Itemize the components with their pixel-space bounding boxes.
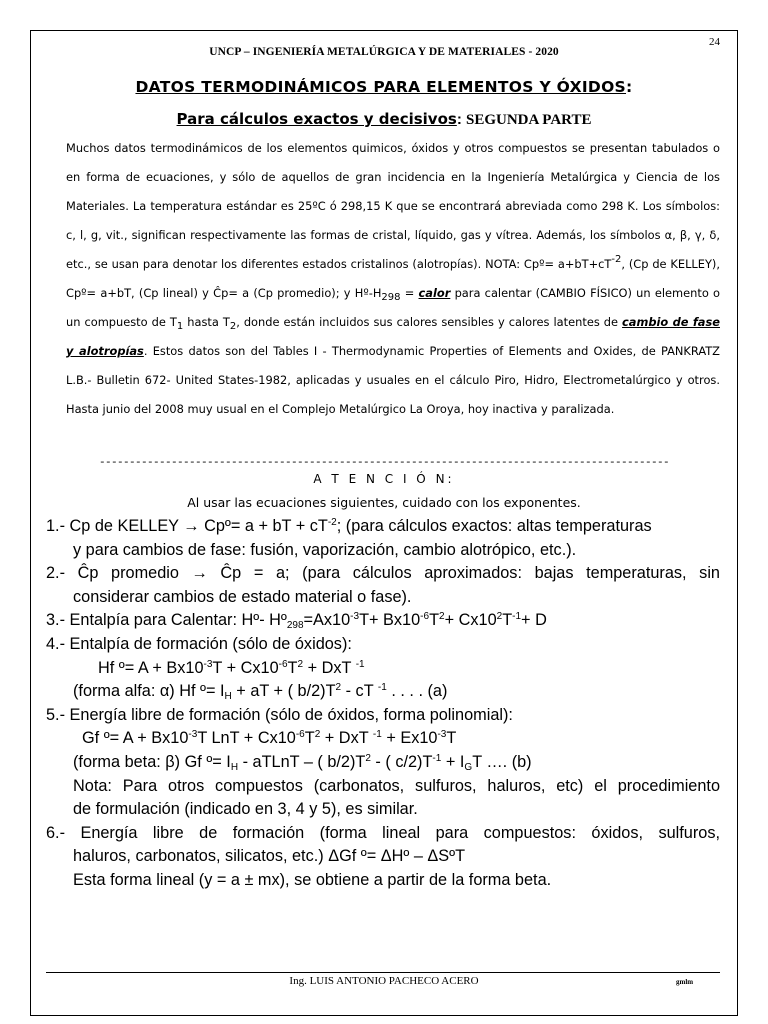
item-3-e3: 2 [439, 611, 445, 623]
item-5-e6: 2 [365, 752, 371, 764]
item-5-b1: (forma beta: β) Gf º= I [73, 752, 231, 771]
page-header: UNCP – INGENIERÍA METALÚRGICA Y DE MATERIALES - 2020 [209, 46, 559, 58]
item-5: 5.- Energía libre de formación (sólo de óxidos, forma polinomial): [46, 705, 513, 724]
item-5-f3: T [304, 729, 315, 748]
item-2-line-2: considerar cambios de estado material o fase). [73, 587, 412, 606]
item-4-f4: + DxT [303, 658, 356, 677]
item-5-f5: + Ex10 [381, 729, 438, 748]
main-title [0, 78, 768, 96]
item-3-r3: T [429, 611, 440, 630]
intro-sub-298: 298 [381, 292, 401, 303]
item-5-sub2: G [464, 761, 473, 773]
item-6-line-2: haluros, carbonatos, silicatos, etc.) ΔGf º= ΔHº – ΔSºT [73, 847, 466, 866]
intro-text-4: para calentar (CAMBIO FÍSICO) un elemento o un compuesto de T [66, 286, 721, 329]
item-5-b2: - aTLnT – ( b/2)T [238, 752, 366, 771]
item-4-a2: + aT + ( b/2)T [231, 682, 336, 701]
item-3-r1: =Ax10 [303, 611, 351, 630]
item-3-r5: T [502, 611, 513, 630]
item-5-formula [46, 727, 720, 751]
item-4-e3: 2 [297, 658, 304, 670]
item-3-e2: -6 [420, 611, 430, 623]
subtitle-part: SEGUNDA PARTE [466, 112, 592, 128]
item-4-a1: (forma alfa: α) Hf º= I [73, 682, 225, 701]
item-3-r6: + D [521, 611, 547, 630]
item-4-sub: H [224, 691, 232, 703]
item-4: 4.- Entalpía de formación (sólo de óxidos): [46, 634, 352, 653]
item-5-e3: 2 [314, 729, 321, 741]
item-6-line-1: 6.- Energía libre de formación (forma lineal para compuestos: óxidos, sulfuros, [46, 823, 720, 842]
page-number: 24 [709, 36, 720, 48]
main-title-colon: : [626, 78, 633, 96]
intro-sub-2: 2 [229, 321, 237, 332]
footer-author: Ing. LUIS ANTONIO PACHECO ACERO [289, 975, 479, 987]
item-5-b5: T …. (b) [472, 752, 532, 771]
subtitle-colon: : [456, 111, 462, 128]
intro-text-2: , (Cp de KELLEY), Cpº= a+bT, (Cp lineal) y Ĉp= a (Cp promedio); y Hº-H [66, 257, 720, 300]
item-4-e6: -1 [377, 682, 387, 694]
advice-text: Al usar las ecuaciones siguientes, cuidado con los exponentes. [187, 495, 581, 510]
item-4-a4: . . . . (a) [386, 682, 448, 701]
item-4-a3: - cT [341, 682, 378, 701]
item-5-f1: Gf º= A + Bx10 [82, 729, 189, 748]
item-2-line-1: 2.- Ĉp promedio → Ĉp = a; (para cálculos aproximados: bajas temperaturas, sin [46, 564, 720, 583]
item-4-e4: -1 [355, 658, 365, 670]
item-5-sub: H [230, 761, 239, 773]
intro-text-1: Muchos datos termodinámicos de los elementos quimicos, óxidos y otros compuestos se presentan tabulados o en forma de ecuaciones, y sólo de aquellos de gran incidencia en la Ingeniería Metalúrgica y Ciencia de los Materiales. La temperatura estándar es 25ºC ó 298,15 K que se encontrará abreviada como 298 K. Los símbolos: c, l, g, vit., significan respectivamente las formas de cristal, líquido, gas y vítrea. Además, los símbolos α, β, γ, δ, etc., se usan para denotar los diferentes estados cristalinos (alotropías). NOTA: Cpº= a+bT+cT [66, 141, 720, 271]
item-5-e2: -6 [295, 729, 305, 741]
item-4-f2: T + Cx10 [212, 658, 279, 677]
item-3-r2: T+ Bx10 [359, 611, 421, 630]
intro-text-6: , donde están incluidos sus calores sensibles y calores latentes de [236, 315, 623, 329]
item-6-line-3: Esta forma lineal (y = a ± mx), se obtiene a partir de la forma beta. [73, 870, 552, 889]
item-1-text-b: ; (para cálculos exactos: altas temperaturas [336, 517, 652, 535]
item-4-e1: -3 [203, 658, 213, 670]
item-5-e1: -3 [188, 729, 198, 741]
item-3-e5: -1 [512, 611, 522, 623]
item-3-r4: + Cx10 [444, 611, 497, 630]
item-3-e1: -3 [350, 611, 360, 623]
item-5-e4: -1 [372, 729, 382, 741]
separator-line: ----------------------------------------------------------------------------------------------- [98, 457, 670, 469]
equations-list [46, 515, 720, 893]
main-title-text: DATOS TERMODINÁMICOS PARA ELEMENTOS Y ÓXIDOS [135, 78, 627, 96]
nota-line-2: de formulación (indicado en 3, 4 y 5), es similar. [73, 800, 418, 819]
item-5-f6: T [446, 729, 457, 748]
subtitle-underlined: Para cálculos exactos y decisivos [176, 110, 457, 128]
item-3 [46, 609, 720, 633]
intro-sub-1: 1 [176, 321, 184, 332]
intro-paragraph [66, 134, 720, 424]
item-5-f2: T LnT + Cx10 [197, 729, 296, 748]
item-3-e4: 2 [496, 611, 503, 623]
intro-calor: calor [418, 286, 451, 300]
intro-text-5: hasta T [183, 315, 230, 329]
intro-exp: -2 [611, 254, 622, 265]
footer-rule [46, 972, 720, 973]
intro-text-3: = [400, 286, 419, 300]
item-4-formula [46, 657, 720, 681]
item-4-e2: -6 [278, 658, 288, 670]
item-4-f1: Hf º= A + Bx10 [98, 658, 204, 677]
intro-text-7: . Estos datos son del Tables I - Thermodynamic Properties of Elements and Oxides, de PANKRATZ L.B.- Bulletin 672- United States-1982, aplicadas y usuales en el cálculo Piro, Hidro, Electrometalúrgico y otros. Hasta junio del 2008 muy usual en el Complejo Metalúrgico La Oroya, hoy inactiva y paralizada. [66, 344, 720, 416]
item-3-text: 3.- Entalpía para Calentar: Hº- Hº [46, 611, 287, 630]
item-3-sub: 298 [286, 620, 304, 632]
item-5-beta [46, 751, 720, 775]
item-1-exp: -2 [327, 517, 337, 528]
item-1-line-1 [46, 515, 720, 539]
footer-mark: gmlm [676, 978, 694, 986]
item-4-e5: 2 [335, 682, 342, 694]
intro-cambio: cambio de fase y alotropías [66, 315, 720, 358]
item-4-alpha [46, 680, 720, 704]
item-5-e7: -1 [432, 752, 442, 764]
item-5-e5: -3 [437, 729, 447, 741]
item-5-f4: + DxT [320, 729, 373, 748]
item-4-f3: T [287, 658, 298, 677]
item-5-b3: - ( c/2)T [370, 752, 433, 771]
subtitle [0, 110, 768, 129]
item-1-text: 1.- Cp de KELLEY → Cpº= a + bT + cT [46, 517, 328, 535]
item-1-line-2: y para cambios de fase: fusión, vaporización, cambio alotrópico, etc.). [73, 540, 577, 559]
atencion-heading: A T E N C I Ó N: [313, 472, 455, 486]
nota-line-1: Nota: Para otros compuestos (carbonatos, sulfuros, haluros, etc) el procedimiento [73, 776, 720, 795]
item-5-b4: + I [441, 752, 465, 771]
